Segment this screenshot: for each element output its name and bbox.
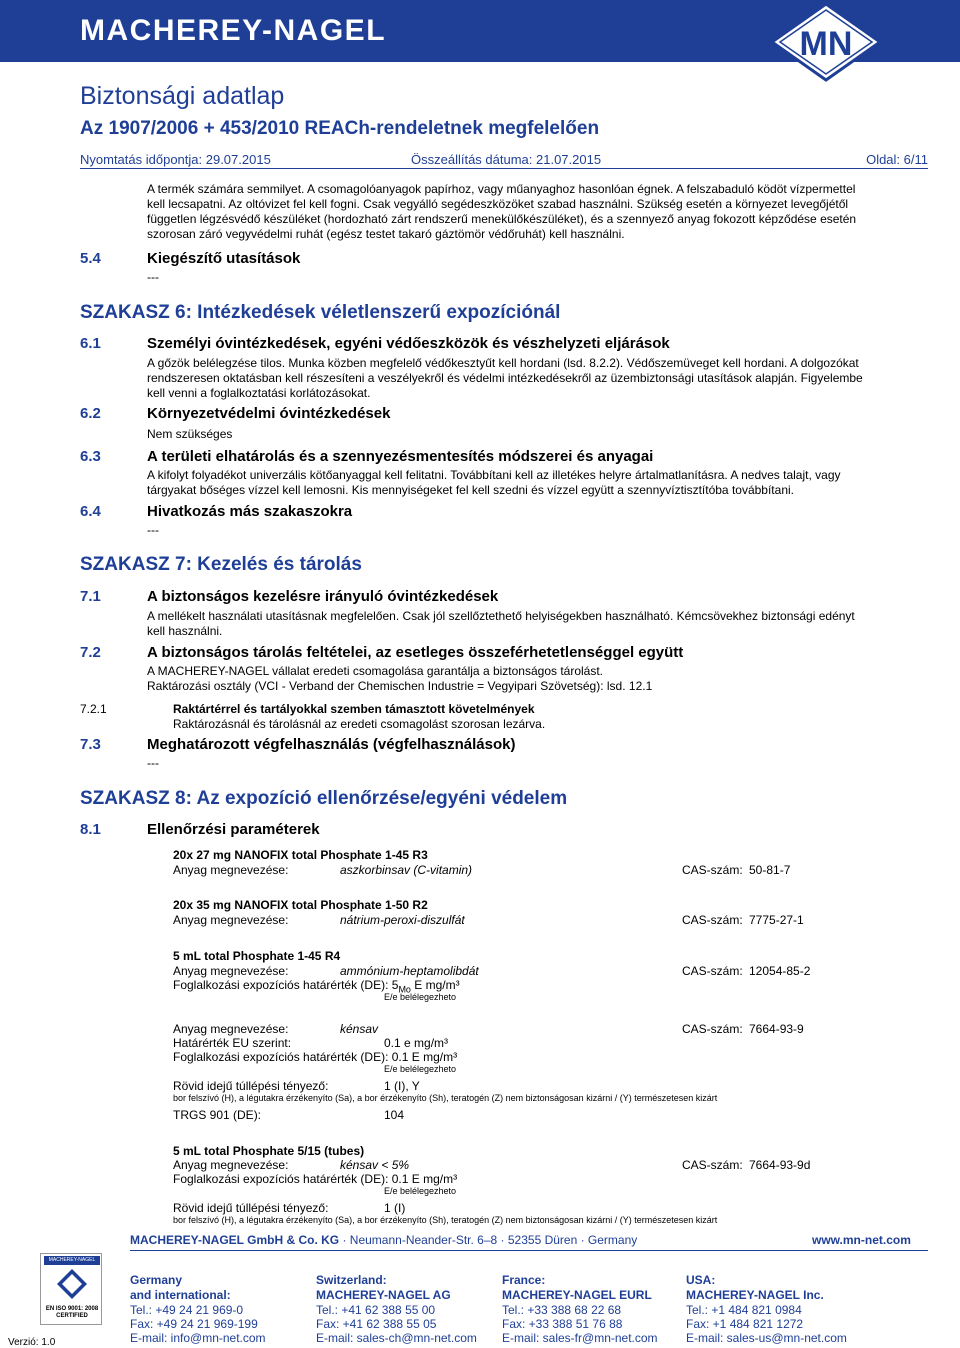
mn-logo-small xyxy=(56,1268,88,1300)
cas-number: 7664-93-9 xyxy=(749,1022,804,1036)
product-title: 20x 35 mg NANOFIX total Phosphate 1-50 R2 xyxy=(173,898,428,912)
substance-label: Anyag megnevezése: xyxy=(173,964,289,978)
oel-value: Foglalkozási expozíciós határérték (DE): 0.1 E mg/m³ xyxy=(173,1050,458,1064)
inhalable-note: E/e belélegezheto xyxy=(384,1064,457,1074)
cas-label: CAS-szám: xyxy=(682,964,743,978)
footer-fax: Fax: +49 24 21 969-199 xyxy=(130,1317,258,1331)
intro-text xyxy=(147,182,927,242)
brand-name: MACHEREY-NAGEL xyxy=(80,14,387,47)
section-title: SZAKASZ 7: Kezelés és tárolás xyxy=(80,554,362,575)
footer-phone: Tel.: +49 24 21 969-0 xyxy=(130,1303,244,1317)
footer-col-heading: Germany xyxy=(130,1273,183,1287)
doc-subtitle: Az 1907/2006 + 453/2010 REACh-rendeletnek megfelelően xyxy=(80,118,600,139)
subsection-title: Hivatkozás más szakaszokra xyxy=(147,503,353,520)
footer-email[interactable]: E-mail: info@mn-net.com xyxy=(130,1331,266,1345)
cas-label: CAS-szám: xyxy=(682,863,743,877)
page-number: Oldal: 6/11 xyxy=(866,152,928,167)
substance-name: nátrium-peroxi-diszulfát xyxy=(340,913,465,927)
subsection-title: Meghatározott végfelhasználás (végfelhasználások) xyxy=(147,736,516,753)
footer-phone: Tel.: +1 484 821 0984 xyxy=(686,1303,802,1317)
subsection-title: Személyi óvintézkedések, egyéni védőeszközök és vészhelyzeti eljárások xyxy=(147,335,670,352)
logo-text: MN xyxy=(799,25,853,63)
cas-number: 7664-93-9d xyxy=(749,1158,811,1172)
subsection-text: --- xyxy=(147,523,159,537)
substance-label: Anyag megnevezése: xyxy=(173,863,289,877)
cas-label: CAS-szám: xyxy=(682,1158,743,1172)
legend-note: bor felszívó (H), a légutakra érzékenyíto (Sa), a bor érzékenyíto (Sh), teratogén (Z) nem biztonságosan kizárni / (Y) természetesen kizárt xyxy=(173,1215,718,1225)
subsection-title: A biztonságos kezelésre irányuló óvintézkedések xyxy=(147,588,499,605)
cas-number: 7775-27-1 xyxy=(749,913,804,927)
footer-col-heading: USA: xyxy=(686,1273,716,1287)
footer-col-heading: MACHEREY-NAGEL AG xyxy=(316,1288,451,1302)
subsection-title: A területi elhatárolás és a szennyezésmentesítés módszerei és anyagai xyxy=(147,448,654,465)
footer-phone: Tel.: +41 62 388 55 00 xyxy=(316,1303,436,1317)
section-number: 7.3 xyxy=(80,736,101,753)
footer-email[interactable]: E-mail: sales-fr@mn-net.com xyxy=(502,1331,658,1345)
cas-number: 50-81-7 xyxy=(749,863,791,877)
cas-label: CAS-szám: xyxy=(682,913,743,927)
subsection-text: --- xyxy=(147,756,159,770)
substance-name: ammónium-heptamolibdát xyxy=(340,964,479,978)
section-number: 6.4 xyxy=(80,503,101,520)
section-number: 6.3 xyxy=(80,448,101,465)
company-name: MACHEREY-NAGEL GmbH & Co. KG xyxy=(130,1233,340,1247)
footer-email[interactable]: E-mail: sales-us@mn-net.com xyxy=(686,1331,847,1345)
subsection-text: --- xyxy=(147,270,159,284)
product-title: 20x 27 mg NANOFIX total Phosphate 1-45 R3 xyxy=(173,848,428,862)
footer-col-heading: Switzerland: xyxy=(316,1273,387,1287)
footer-company xyxy=(130,1233,637,1248)
text-line: A gőzök belélegzése tilos. Munka közben megfelelő védőkesztyűt kell hordani (lsd. 8.2.2). Védőszemüveget kell hordani. A dolgozókat xyxy=(147,356,859,370)
substance-name: aszkorbinsav (C-vitamin) xyxy=(340,863,473,877)
subsection-title: A biztonságos tárolás feltételei, az esetleges összeférhetetlenséggel együtt xyxy=(147,644,684,661)
substance-label: Anyag megnevezése: xyxy=(173,1158,289,1172)
inhalable-note: E/e belélegezheto xyxy=(384,1186,457,1196)
cas-label: CAS-szám: xyxy=(682,1022,743,1036)
cert-text: EN ISO 9001: 2008 CERTIFIED xyxy=(45,1306,99,1319)
subsection-text xyxy=(147,664,927,694)
subsection-title: Raktártérrel és tartályokkal szemben támasztott követelmények xyxy=(173,702,535,716)
doc-title: Biztonsági adatlap xyxy=(80,82,285,110)
mn-logo xyxy=(770,2,882,82)
subsection-title: Környezetvédelmi óvintézkedések xyxy=(147,405,391,422)
company-address: · Neumann-Neander-Str. 6–8 · 52355 Düren · Germany xyxy=(339,1233,638,1247)
trgs-value: 104 xyxy=(384,1108,405,1122)
text-line: A kifolyt folyadékot univerzális kötőanyaggal kell felitatni. Továbbítani kell az illetékes helyre ártalmatlanításra. A nedves talajt, vagy xyxy=(147,468,841,482)
footer-fax: Fax: +33 388 51 76 88 xyxy=(502,1317,623,1331)
footer-col-heading: and international: xyxy=(130,1288,231,1302)
intro-line: szorosan záró vegyvédelmi ruhát (egész testet takaró gáztömör védőruhát) kell használni. xyxy=(147,227,625,241)
oel-value: Foglalkozási expozíciós határérték (DE): 0.1 E mg/m³ xyxy=(173,1172,458,1186)
text-line: A MACHEREY-NAGEL vállalat eredeti csomagolása garantálja a biztonságos tárolást. xyxy=(147,664,604,678)
compile-date: Összeállítás dátuma: 21.07.2015 xyxy=(411,152,602,167)
intro-line: független légzésvédő készüléket (hordozható zárt rendszerű menekülőkészüléket), és a szennyező anyag fokozott képződése esetén xyxy=(147,212,857,226)
short-term-label: Rövid idejű túllépési tényező: xyxy=(173,1079,329,1093)
intro-line: kell lecsapatni. Az oltóvizet fel kell fogni. Csak vegyálló segédeszközöket szabad használni. Szükség esetén a környezet levegőjétől xyxy=(147,197,849,211)
section-number: 7.1 xyxy=(80,588,101,605)
text-line: kell venni a foglalkoztatási korlátozásokat. xyxy=(147,386,371,400)
legend-note: bor felszívó (H), a légutakra érzékenyíto (Sa), a bor érzékenyíto (Sh), teratogén (Z) nem biztonságosan kizárni / (Y) természetesen kizárt xyxy=(173,1093,718,1103)
subsection-text: Raktározásnál és tárolásnál az eredeti csomagolást szorosan lezárva. xyxy=(173,717,546,731)
footer-col-heading: MACHEREY-NAGEL EURL xyxy=(502,1288,652,1302)
subsection-title: Kiegészítő utasítások xyxy=(147,250,301,267)
subsection-title: Ellenőrzési paraméterek xyxy=(147,821,320,838)
footer-fax: Fax: +41 62 388 55 05 xyxy=(316,1317,437,1331)
oel-label: Foglalkozási expozíciós határérték (DE): 5 xyxy=(173,978,399,992)
substance-label: Anyag megnevezése: xyxy=(173,913,289,927)
subsection-text xyxy=(147,356,927,401)
footer-col-heading: MACHEREY-NAGEL Inc. xyxy=(686,1288,824,1302)
oel-subscript: Mo xyxy=(398,984,411,995)
section-title: SZAKASZ 6: Intézkedések véletlenszerű expozíciónál xyxy=(80,302,561,323)
intro-line: A termék számára semmilyet. A csomagolóanyagok papírhoz, vagy műanyaghoz hasonlóan égnek. A felszabaduló ködöt vízpermettel xyxy=(147,182,856,196)
footer-phone: Tel.: +33 388 68 22 68 xyxy=(502,1303,622,1317)
footer-divider xyxy=(130,1250,928,1251)
cert-title: MACHEREY-NAGEL xyxy=(44,1256,100,1265)
section-number: 7.2 xyxy=(80,644,101,661)
subsection-text xyxy=(147,468,927,498)
short-term-value: 1 (I), Y xyxy=(384,1079,420,1093)
footer-fax: Fax: +1 484 821 1272 xyxy=(686,1317,804,1331)
eu-limit-label: Határérték EU szerint: xyxy=(173,1036,292,1050)
substance-name: kénsav xyxy=(340,1022,379,1036)
print-date: Nyomtatás időpontja: 29.07.2015 xyxy=(80,152,271,167)
inhalable-note: E/e belélegezheto xyxy=(384,992,457,1002)
section-number: 7.2.1 xyxy=(80,702,107,716)
section-number: 6.1 xyxy=(80,335,101,352)
header-divider xyxy=(80,168,928,169)
subsection-text xyxy=(147,609,927,639)
substance-label: Anyag megnevezése: xyxy=(173,1022,289,1036)
subsection-text: Nem szükséges xyxy=(147,427,233,441)
version-label: Verzió: 1.0 xyxy=(8,1337,56,1348)
section-title: SZAKASZ 8: Az expozíció ellenőrzése/egyéni védelem xyxy=(80,788,568,809)
text-line: kell használni. xyxy=(147,624,223,638)
eu-limit-value: 0.1 e mg/m³ xyxy=(384,1036,449,1050)
product-title: 5 mL total Phosphate 1-45 R4 xyxy=(173,949,341,963)
cas-number: 12054-85-2 xyxy=(749,964,811,978)
text-line: Raktározási osztály (VCI - Verband der Chemischen Industrie = Vegyipari Szövetség): lsd. 12.1 xyxy=(147,679,653,693)
section-number: 8.1 xyxy=(80,821,101,838)
section-number: 5.4 xyxy=(80,250,101,267)
text-line: rendszeresen oktatásban kell részesíteni a veszélyekről és védelmi intézkedésekről az üzembiztonsági utasítások alapján. Figyelembe xyxy=(147,371,863,385)
oel-unit: E mg/m³ xyxy=(410,978,460,992)
iso-certificate-badge xyxy=(40,1253,102,1325)
short-term-value: 1 (I) xyxy=(384,1201,406,1215)
section-number: 6.2 xyxy=(80,405,101,422)
text-line: A mellékelt használati utasításnak megfelelően. Csak jól szellőztethető helyiségekben használható. Kémcsövekhez biztonsági edényt xyxy=(147,609,855,623)
footer-col-heading: France: xyxy=(502,1273,546,1287)
footer-email[interactable]: E-mail: sales-ch@mn-net.com xyxy=(316,1331,477,1345)
footer-website[interactable]: www.mn-net.com xyxy=(812,1233,911,1247)
product-title: 5 mL total Phosphate 5/15 (tubes) xyxy=(173,1144,365,1158)
substance-name: kénsav < 5% xyxy=(340,1158,410,1172)
text-line: tárgyakat bőséges vízzel kell lemosni. Kis mennyiségeket fel kell szedni és vízzel együtt a szennyvíztisztítóba továbbítani. xyxy=(147,483,794,497)
short-term-label: Rövid idejű túllépési tényező: xyxy=(173,1201,329,1215)
trgs-label: TRGS 901 (DE): xyxy=(173,1108,262,1122)
